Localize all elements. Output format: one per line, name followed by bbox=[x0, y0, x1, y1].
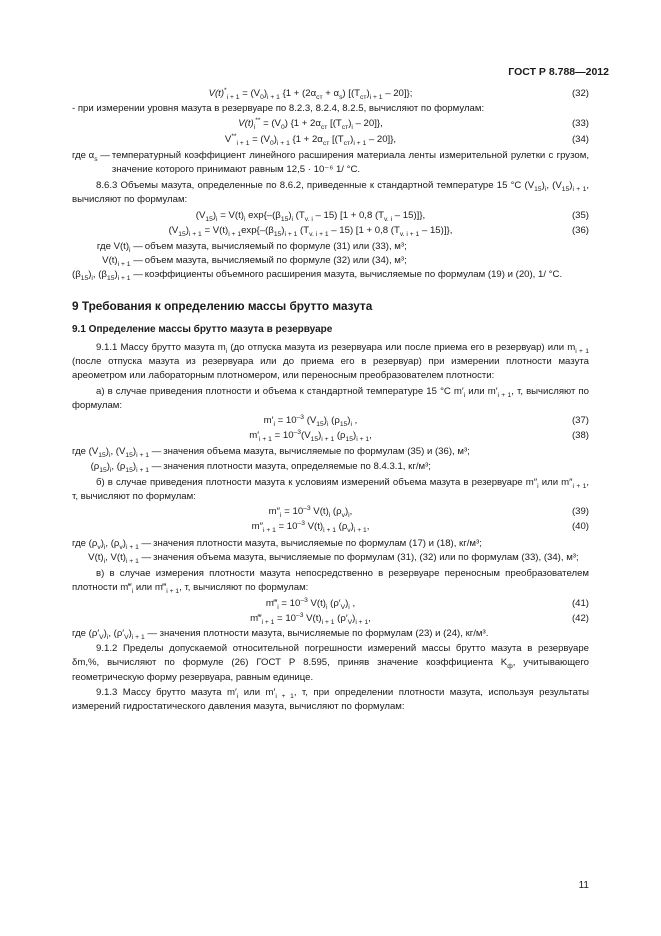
formula-expression: $(V_{15})_i = V(t)_i$ $\exp\{-(\beta_{15})_i$ $(T_{v. i} - 15) [1 + 0,8$ $(T_{v. i} - 15)$]}, bbox=[195, 209, 426, 223]
formula-number: (41) bbox=[571, 597, 589, 609]
where-row bbox=[72, 460, 470, 474]
paragraph-a: а) в случае приведения плотности и объема к стандартной температуре 15 °С $m'_i$ или $m'_{i + 1}$, т, вычисляют по формулам: bbox=[72, 385, 590, 411]
where-row bbox=[72, 445, 470, 459]
where-list-1 bbox=[72, 149, 589, 177]
formula-number: (34) bbox=[571, 133, 589, 145]
formula-39 bbox=[72, 505, 589, 519]
where-term: $(\beta_{15})_i$, $(\beta_{15})_{i + 1}$ — bbox=[72, 269, 143, 283]
formula-41 bbox=[72, 597, 589, 611]
where-row bbox=[72, 268, 562, 282]
formula-36 bbox=[72, 224, 589, 238]
where-term: $(\rho_{15})_i$, $(\rho_{15})_{i + 1}$ — bbox=[90, 460, 162, 474]
formula-32 bbox=[72, 87, 589, 101]
formula-33 bbox=[72, 117, 589, 131]
formula-number: (42) bbox=[571, 612, 589, 624]
formula-number: (40) bbox=[571, 521, 589, 533]
where-description: объем мазута, вычисляемый по формуле (32) или (34), м³; bbox=[144, 255, 407, 267]
formula-expression: $m'_{i + 1} = 10^{-3}(V_{15})_{i + 1}$ $(\rho_{15})_{i + 1}$, bbox=[249, 429, 372, 444]
where-description: значения плотности мазута, определяемые по 8.4.3.1, кг/м³; bbox=[163, 460, 431, 472]
where-row bbox=[72, 149, 589, 177]
where-row bbox=[72, 537, 579, 551]
formula-42 bbox=[72, 612, 589, 626]
formula-expression: $m‴_{i + 1} = 10^{-3}$ $V(t)_{i + 1}$ $(\rho'_V)_{i + 1}$, bbox=[250, 611, 371, 626]
where-row bbox=[72, 254, 562, 268]
formula-number: (36) bbox=[571, 224, 589, 236]
paragraph-9-1-3: 9.1.3 Массу брутто мазута $m'_i$ или $m'_{i + 1}$, т, при определении плотности мазута, используя результаты измерений гидростатического давления мазута, вычисляют по формулам: bbox=[72, 686, 590, 712]
formula-number: (38) bbox=[571, 430, 589, 442]
formula-expression: $V^{**}_{i + 1} = (V_0)_{i + 1}$ {$1 + 2\alpha_{ст}$ $[(T_{ст})_{i + 1} - 20]$}, bbox=[224, 132, 397, 147]
where-term: $V(t)_i$, $V(t)_{i + 1}$ — bbox=[88, 551, 152, 565]
paragraph-level-measurement: - при измерении уровня мазута в резервуаре по 8.2.3, 8.2.4, 8.2.5, вычисляют по формулам: bbox=[72, 103, 485, 115]
section-9-heading: 9 Требования к определению массы брутто мазута bbox=[72, 298, 373, 313]
formula-number: (35) bbox=[571, 209, 589, 221]
formula-35 bbox=[72, 209, 589, 223]
formula-number: (32) bbox=[571, 88, 589, 99]
formula-expression: $m'_i = 10^{-3}$ $(V_{15})_i$ $(\rho_{15})_i$ , bbox=[263, 413, 358, 428]
paragraph-b: б) в случае приведения плотности мазута к условиям измерений объема мазута в резервуаре $m''_i$ или $m''_{i + 1}$, т, вычисляют по формулам: bbox=[72, 476, 589, 503]
formula-expression: $V(t)_i^{**} = (V_0) \{1 + 2\alpha_{ст}$ $[(T_{ст})_i - 20]$}, bbox=[238, 117, 383, 132]
where-term: где $\alpha_s$ — bbox=[72, 149, 110, 163]
where-term: где $(\rho_v)_i$, $(\rho_v)_{i + 1}$ — bbox=[72, 537, 152, 551]
formula-number: (39) bbox=[571, 506, 589, 518]
where-description: температурный коэффициент линейного расширения материала ленты измерительной рулетки с грузом, значение которого принимают равным 12,5 · 10⁻⁶ 1/ °С. bbox=[111, 149, 589, 176]
paragraph-9-1-1: 9.1.1 Массу брутто мазута $m_i$ (до отпуска мазута из резервуара или после приема его в резервуар) или $m_{i + 1}$ (после отпуска мазута из резервуара или до приема его в резервуар) при измерении плотности мазута ареометром или лабораторным плотномером, или переносным преобразователем плотности: bbox=[72, 342, 590, 382]
where-row bbox=[72, 551, 579, 565]
where-list-4 bbox=[72, 537, 579, 565]
section-9-1-heading: 9.1 Определение массы брутто мазута в резервуаре bbox=[72, 323, 333, 335]
where-list-5: где $(\rho'_V)_i$, $(\rho'_V)_{i + 1}$ — значения плотности мазута, вычисляемые по формулам (23) и (24), кг/м³. bbox=[72, 627, 489, 641]
paragraph-9-1-2: 9.1.2 Пределы допускаемой относительной погрешности измерений массы брутто мазута в резервуаре δm,%, вычисляют по формуле (26) ГОСТ Р 8.595, приняв значение коэффициента $K_ф$, учитывающего геометрическую форму резервуара, равным единице. bbox=[72, 643, 590, 683]
formula-number: (37) bbox=[571, 415, 589, 427]
formula-expression: $m‴_i = 10^{-3}$ $V(t)_i$ $(\rho'_V)_i$ , bbox=[265, 596, 356, 611]
formula-34 bbox=[72, 133, 589, 147]
where-list-3 bbox=[72, 445, 470, 473]
page-content bbox=[72, 86, 589, 715]
where-row bbox=[72, 240, 562, 254]
where-description: значения объема мазута, вычисляемые по формулам (31), (32) или по формулам (33), (34), м³; bbox=[153, 551, 579, 563]
where-term: где $V(t)_i$ — bbox=[96, 241, 143, 254]
paragraph-v: в) в случае измерения плотности мазута непосредственно в резервуаре переносным преобразователем плотности $m‴_i$ или $m‴_{i + 1}$, т, вычисляют по формулам: bbox=[72, 568, 589, 596]
formula-expression: $m''_i = 10^{-3}$ $V(t)_i$ $(\rho_v)_i$, bbox=[268, 505, 353, 520]
formula-number: (33) bbox=[571, 118, 589, 130]
where-description: значения объема мазута, вычисляемые по формулам (35) и (36), м³; bbox=[163, 446, 470, 458]
where-description: значения плотности мазута, вычисляемые по формулам (17) и (18), кг/м³; bbox=[153, 537, 482, 549]
where-description: коэффициенты объемного расширения мазута, вычисляемые по формулам (19) и (20), 1/ °С. bbox=[144, 269, 563, 281]
paragraph-8-6-3: 8.6.3 Объемы мазута, определенные по 8.6.2, приведенные к стандартной температуре 15 °С $(V_{15})_i$, $(V_{15})_{i + 1}$, вычисляют по формулам: bbox=[72, 180, 589, 206]
where-description: объем мазута, вычисляемый по формуле (31) или (33), м³; bbox=[144, 241, 407, 253]
formula-expression: $(V_{15})_{i + 1} = V(t)_{i + 1}\exp\{-(\beta_{15})_{i + 1}$ $(T_{v. i + 1} - 15) [1 + 0,8$ $(T_{v. i + 1} - 15)$]}, bbox=[168, 224, 453, 238]
formula-expression: $V(t)^*_{i + 1} = (V_0)_{i + 1}$ {$1 + (2\alpha_{ст} + \alpha_s)$ $[(T_{ст})_{i + 1} - 20]$}; bbox=[208, 86, 413, 101]
where-list-2 bbox=[72, 240, 562, 283]
page-header: ГОСТ Р 8.788—2012 bbox=[508, 66, 609, 78]
formula-expression: $m''_{i + 1} = 10^{-3}$ $V(t)_{i + 1}$ $(\rho_v)_{i + 1}$, bbox=[251, 520, 370, 535]
formula-40 bbox=[72, 520, 589, 534]
formula-37 bbox=[72, 414, 589, 428]
formula-38 bbox=[72, 429, 589, 443]
where-term: $V(t)_{i + 1}$ — bbox=[102, 255, 143, 269]
page-number: 11 bbox=[578, 880, 589, 891]
where-term: где $(V_{15})_i$, $(V_{15})_{i + 1}$ — bbox=[72, 446, 162, 460]
